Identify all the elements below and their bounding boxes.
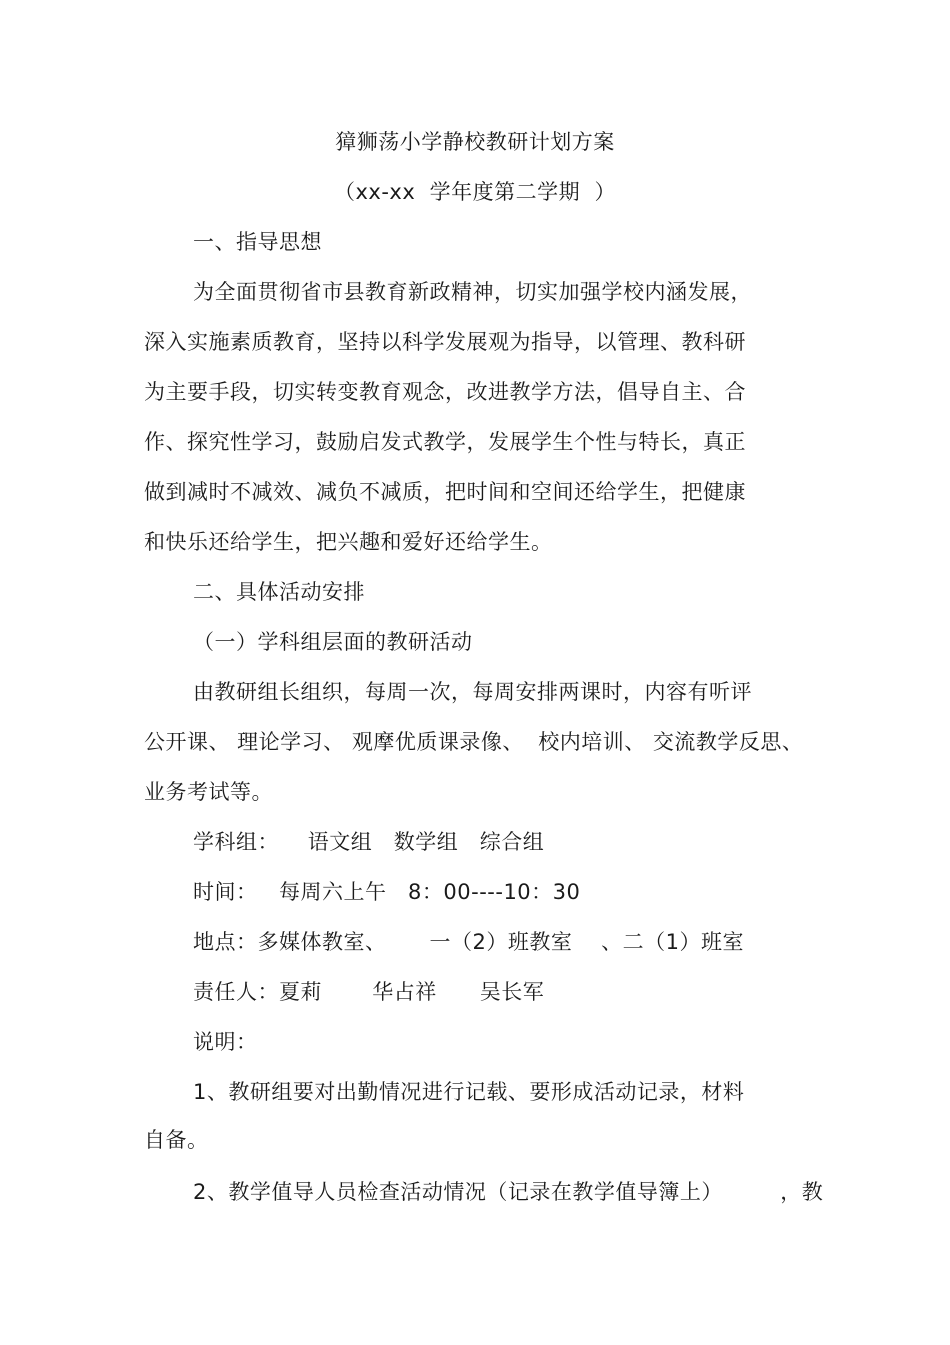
document-title: 獐狮荡小学静校教研计划方案 [335,130,615,154]
document-subtitle: （xx-xx 学年度第二学期 ） [334,180,616,204]
note-1-line: 自备。 [144,1128,209,1152]
section-1-para-line: 作、探究性学习，鼓励启发式教学，发展学生个性与特长，真正 [144,430,746,454]
subsection-1-heading: （一）学科组层面的教研活动 [193,630,473,654]
section-1-para-line: 和快乐还给学生，把兴趣和爱好还给学生。 [144,530,553,554]
note-2-line: 2、教学值导人员检查活动情况（记录在教学值导簿上） ，教 [193,1180,824,1204]
note-label: 说明： [193,1030,258,1054]
time-line: 时间： 每周六上午 8：00----10：30 [193,880,581,904]
subject-groups-line: 学科组： 语文组 数学组 综合组 [193,830,545,854]
section-2-heading: 二、具体活动安排 [193,580,365,604]
section-1-para-line: 为主要手段，切实转变教育观念，改进教学方法，倡导自主、合 [144,380,746,404]
responsible-persons-line: 责任人：夏莉 华占祥 吴长军 [193,980,545,1004]
section-1-para-line: 深入实施素质教育，坚持以科学发展观为指导，以管理、教科研 [144,330,746,354]
subsection-1-para-line: 公开课、 理论学习、 观摩优质课录像、 校内培训、 交流教学反思、 [144,730,804,754]
note-1-line: 1、教研组要对出勤情况进行记载、要形成活动记录，材料 [193,1080,745,1104]
subsection-1-para-line: 由教研组长组织，每周一次，每周安排两课时，内容有听评 [193,680,752,704]
section-1-para-line: 做到减时不减效、减负不减质，把时间和空间还给学生，把健康 [144,480,746,504]
place-line: 地点：多媒体教室、 一（2）班教室 、二（1）班室 [193,930,744,954]
section-1-para-line: 为全面贯彻省市县教育新政精神，切实加强学校内涵发展， [193,280,752,304]
section-1-heading: 一、指导思想 [193,230,322,254]
subsection-1-para-line: 业务考试等。 [144,780,273,804]
